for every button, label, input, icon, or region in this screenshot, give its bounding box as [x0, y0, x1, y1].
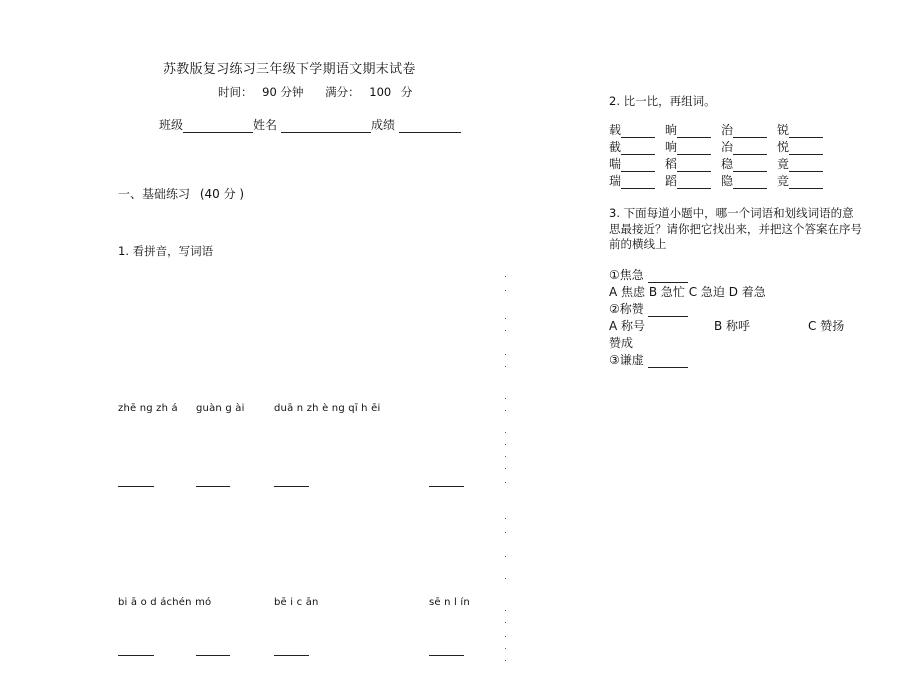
section1-title: 一、基础练习: [118, 187, 191, 201]
compare-blank[interactable]: [621, 176, 655, 189]
item3-word: ③谦虚: [609, 353, 644, 367]
compare-cell: [721, 172, 777, 189]
name-blank[interactable]: [281, 120, 371, 133]
q3-item-3: [609, 351, 688, 368]
compare-cell: [609, 138, 665, 155]
answer-blank-3[interactable]: [274, 486, 309, 487]
exam-meta: [218, 84, 412, 100]
compare-cell: [777, 155, 833, 172]
char: 稳: [721, 157, 734, 171]
pinyin-3: duā n zh è ng qī h ēi: [274, 403, 381, 414]
time-label: 时间：: [218, 85, 253, 99]
q3-line-2: 思最接近？请你把它找出来，并把这个答案在序号: [609, 222, 862, 236]
compare-blank[interactable]: [621, 142, 655, 155]
answer-blank-8[interactable]: [429, 655, 464, 656]
student-info-row: [159, 116, 461, 133]
char: 蹈: [665, 174, 678, 188]
exam-title: 苏教版复习练习三年级下学期语文期末试卷: [163, 62, 416, 77]
q3-item-1: [609, 266, 688, 283]
q3-line-3: 前的横线上: [609, 237, 667, 251]
compare-blank[interactable]: [789, 176, 823, 189]
section1-points: (40 分 ): [199, 187, 245, 201]
score-value: 100: [369, 85, 392, 99]
compare-blank[interactable]: [677, 176, 711, 189]
pinyin-7: bē i c ān: [274, 597, 319, 608]
compare-row-2: [609, 138, 833, 155]
item2-option-d: 赞成: [609, 336, 634, 350]
char: 治: [721, 123, 734, 137]
score-unit: 分: [400, 85, 413, 99]
char: 晌: [665, 123, 678, 137]
char: 载: [609, 123, 622, 137]
answer-blank-2[interactable]: [196, 486, 230, 487]
section1-heading: [118, 185, 244, 202]
char: 瑞: [609, 174, 622, 188]
compare-cell: [721, 138, 777, 155]
char: 响: [665, 140, 678, 154]
item1-blank[interactable]: [648, 270, 688, 283]
compare-cell: [665, 155, 721, 172]
compare-blank[interactable]: [733, 125, 767, 138]
compare-cell: [665, 138, 721, 155]
char: 截: [609, 140, 622, 154]
compare-cell: [609, 172, 665, 189]
compare-blank[interactable]: [677, 142, 711, 155]
answer-blank-7[interactable]: [274, 655, 309, 656]
name-label: 姓名: [253, 118, 278, 132]
item2-option-a: A 称号: [609, 319, 646, 333]
char: 锐: [777, 123, 790, 137]
item2-option-b: B 称呼: [714, 319, 751, 333]
pinyin-5: bi ā o d áchén mó: [118, 597, 212, 608]
compare-cell: [721, 121, 777, 138]
compare-blank[interactable]: [621, 125, 655, 138]
compare-row-4: [609, 172, 833, 189]
q1-heading: 1. 看拼音，写词语: [118, 244, 214, 258]
char: 冶: [721, 140, 734, 154]
q3-item-2: [609, 300, 688, 317]
compare-row-1: [609, 121, 833, 138]
answer-blank-4[interactable]: [429, 486, 464, 487]
compare-cell: [609, 121, 665, 138]
compare-cell: [777, 121, 833, 138]
compare-blank[interactable]: [789, 142, 823, 155]
class-label: 班级: [159, 118, 184, 132]
char: 竟: [777, 157, 790, 171]
answer-blank-5[interactable]: [118, 655, 154, 656]
compare-cell: [777, 138, 833, 155]
compare-blank[interactable]: [789, 125, 823, 138]
time-value: 90: [262, 85, 277, 99]
compare-blank[interactable]: [733, 159, 767, 172]
time-unit: 分钟: [280, 85, 304, 99]
answer-blank-1[interactable]: [118, 486, 154, 487]
compare-cell: [721, 155, 777, 172]
q2-heading: 2. 比一比，再组词。: [609, 94, 716, 108]
compare-blank[interactable]: [621, 159, 655, 172]
item1-word: ①焦急: [609, 268, 644, 282]
item3-blank[interactable]: [648, 355, 688, 368]
grade-label: 成绩: [371, 118, 396, 132]
item2-blank[interactable]: [648, 304, 688, 317]
pinyin-2: guàn g ài: [196, 403, 245, 414]
item2-word: ②称赞: [609, 302, 644, 316]
char: 稻: [665, 157, 678, 171]
char: 悦: [777, 140, 790, 154]
compare-cell: [609, 155, 665, 172]
compare-blank[interactable]: [677, 159, 711, 172]
compare-cell: [777, 172, 833, 189]
pinyin-1: zhē ng zh á: [118, 403, 178, 414]
q3-line-1: 3. 下面每道小题中，哪一个词语和划线词语的意: [609, 206, 854, 220]
answer-blank-6[interactable]: [196, 655, 230, 656]
class-blank[interactable]: [183, 120, 253, 133]
char: 隐: [721, 174, 734, 188]
q3-item-1-options: A 焦虑 B 急忙 C 急迫 D 着急: [609, 285, 766, 299]
compare-cell: [665, 121, 721, 138]
compare-blank[interactable]: [733, 176, 767, 189]
grade-blank[interactable]: [399, 120, 461, 133]
item2-option-c: C 赞扬: [808, 319, 845, 333]
compare-blank[interactable]: [733, 142, 767, 155]
compare-row-3: [609, 155, 833, 172]
pinyin-8: sē n l ín: [429, 597, 470, 608]
score-label: 满分：: [325, 85, 360, 99]
char: 竞: [777, 174, 790, 188]
binding-dotted-divider: [505, 270, 507, 670]
compare-cell: [665, 172, 721, 189]
compare-blank[interactable]: [677, 125, 711, 138]
char: 喘: [609, 157, 622, 171]
compare-blank[interactable]: [789, 159, 823, 172]
